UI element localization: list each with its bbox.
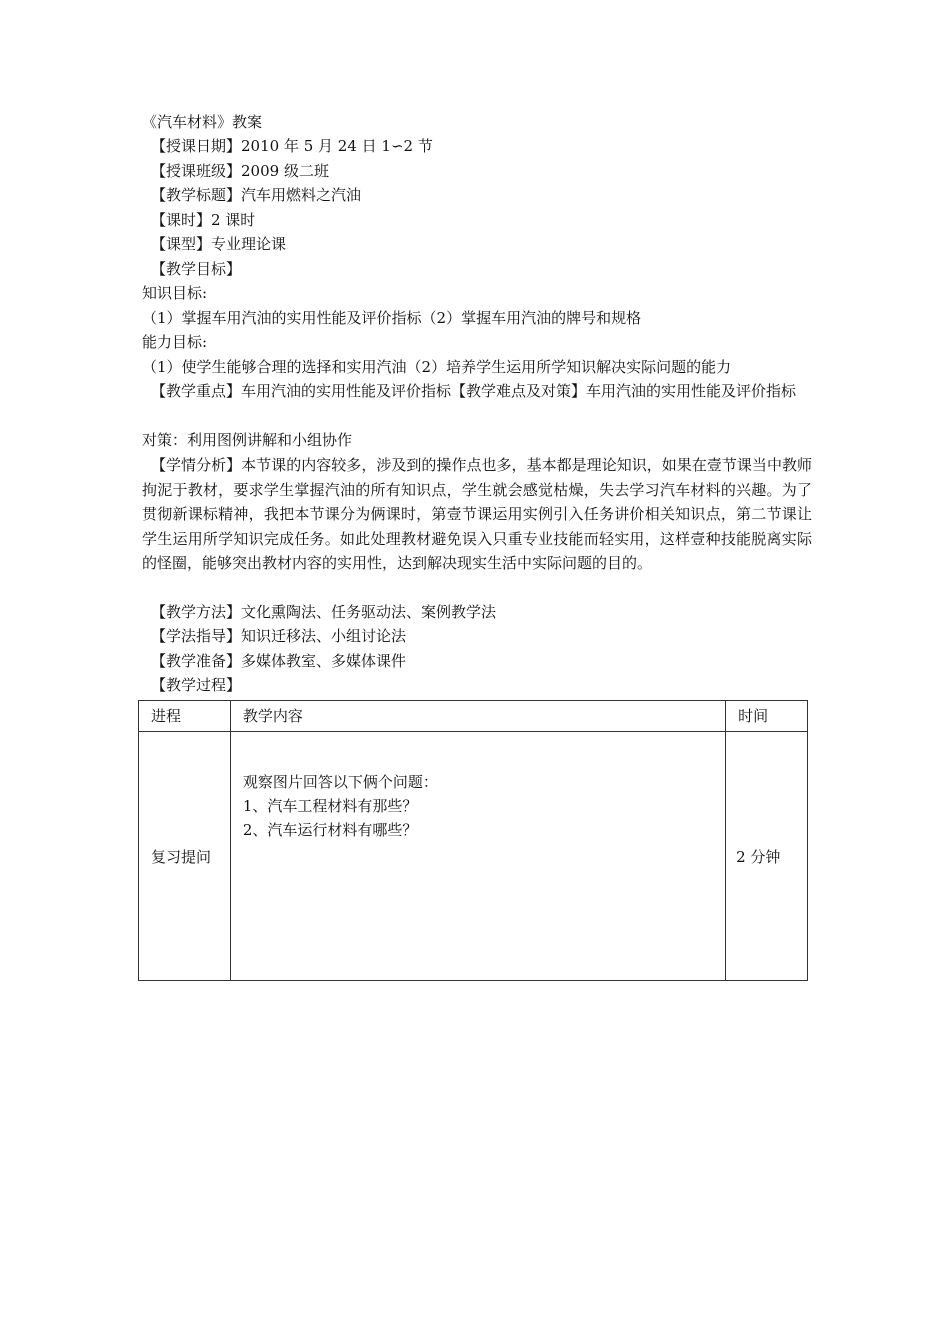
content-cell <box>230 732 725 981</box>
process-heading: 【教学过程】 <box>151 676 242 694</box>
lesson-topic: 【教学标题】汽车用燃料之汽油 <box>151 186 362 204</box>
lesson-hours: 【课时】2 课时 <box>151 211 256 229</box>
teaching-methods: 【教学方法】文化熏陶法、任务驱动法、案例教学法 <box>151 603 497 621</box>
strategy-text: 对策：利用图例讲解和小组协作 <box>142 431 353 449</box>
header-content: 教学内容 <box>230 701 725 732</box>
stage-cell: 复习提问 <box>139 732 231 981</box>
lesson-class: 【授课班级】2009 级二班 <box>151 162 329 180</box>
teaching-process-table <box>138 700 808 981</box>
teaching-preparation: 【教学准备】多媒体教室、多媒体课件 <box>151 652 407 670</box>
lesson-date: 【授课日期】2010 年 5 月 24 日 1∽2 节 <box>151 137 433 155</box>
ability-goal-label: 能力目标: <box>142 333 208 351</box>
content-line: 观察图片回答以下俩个问题： <box>242 773 438 791</box>
study-guidance: 【学法指导】知识迁移法、小组讨论法 <box>151 627 407 645</box>
table-row <box>139 732 808 981</box>
knowledge-goal-label: 知识目标: <box>142 284 208 302</box>
content-line: 1、汽车工程材料有那些？ <box>242 797 418 815</box>
header-time: 时间 <box>726 701 808 732</box>
student-analysis: 【学情分析】本节课的内容较多，涉及到的操作点也多，基本都是理论知识，如果在壹节课当中教师拘泥于教材，要求学生掌握汽油的所有知识点，学生就会感觉枯燥，失去学习汽车材料的兴趣。为了贯彻新课标精神，我把本节课分为俩课时，第壹节课运用实例引入任务讲价相关知识点，第二节课让学生运用所学知识完成任务。如此处理教材避免误入只重专业技能而轻实用，这样壹种技能脱离实际的怪圈，能够突出教材内容的实用性，达到解决现实生活中实际问题的目的。 <box>142 456 812 572</box>
header-stage: 进程 <box>139 701 231 732</box>
ability-goal-text: （1）使学生能够合理的选择和实用汽油（2）培养学生运用所学知识解决实际问题的能力 <box>142 358 732 376</box>
time-cell: 2 分钟 <box>726 732 808 981</box>
document-title: 《汽车材料》教案 <box>142 113 263 131</box>
key-points: 【教学重点】车用汽油的实用性能及评价指标【教学难点及对策】车用汽油的实用性能及评价指标 <box>151 382 797 400</box>
lesson-type: 【课型】专业理论课 <box>151 235 287 253</box>
table-header-row <box>139 701 808 732</box>
content-line: 2、汽车运行材料有哪些？ <box>242 821 418 839</box>
knowledge-goal-text: （1）掌握车用汽油的实用性能及评价指标（2）掌握车用汽油的牌号和规格 <box>142 309 642 327</box>
goals-heading: 【教学目标】 <box>151 260 242 278</box>
